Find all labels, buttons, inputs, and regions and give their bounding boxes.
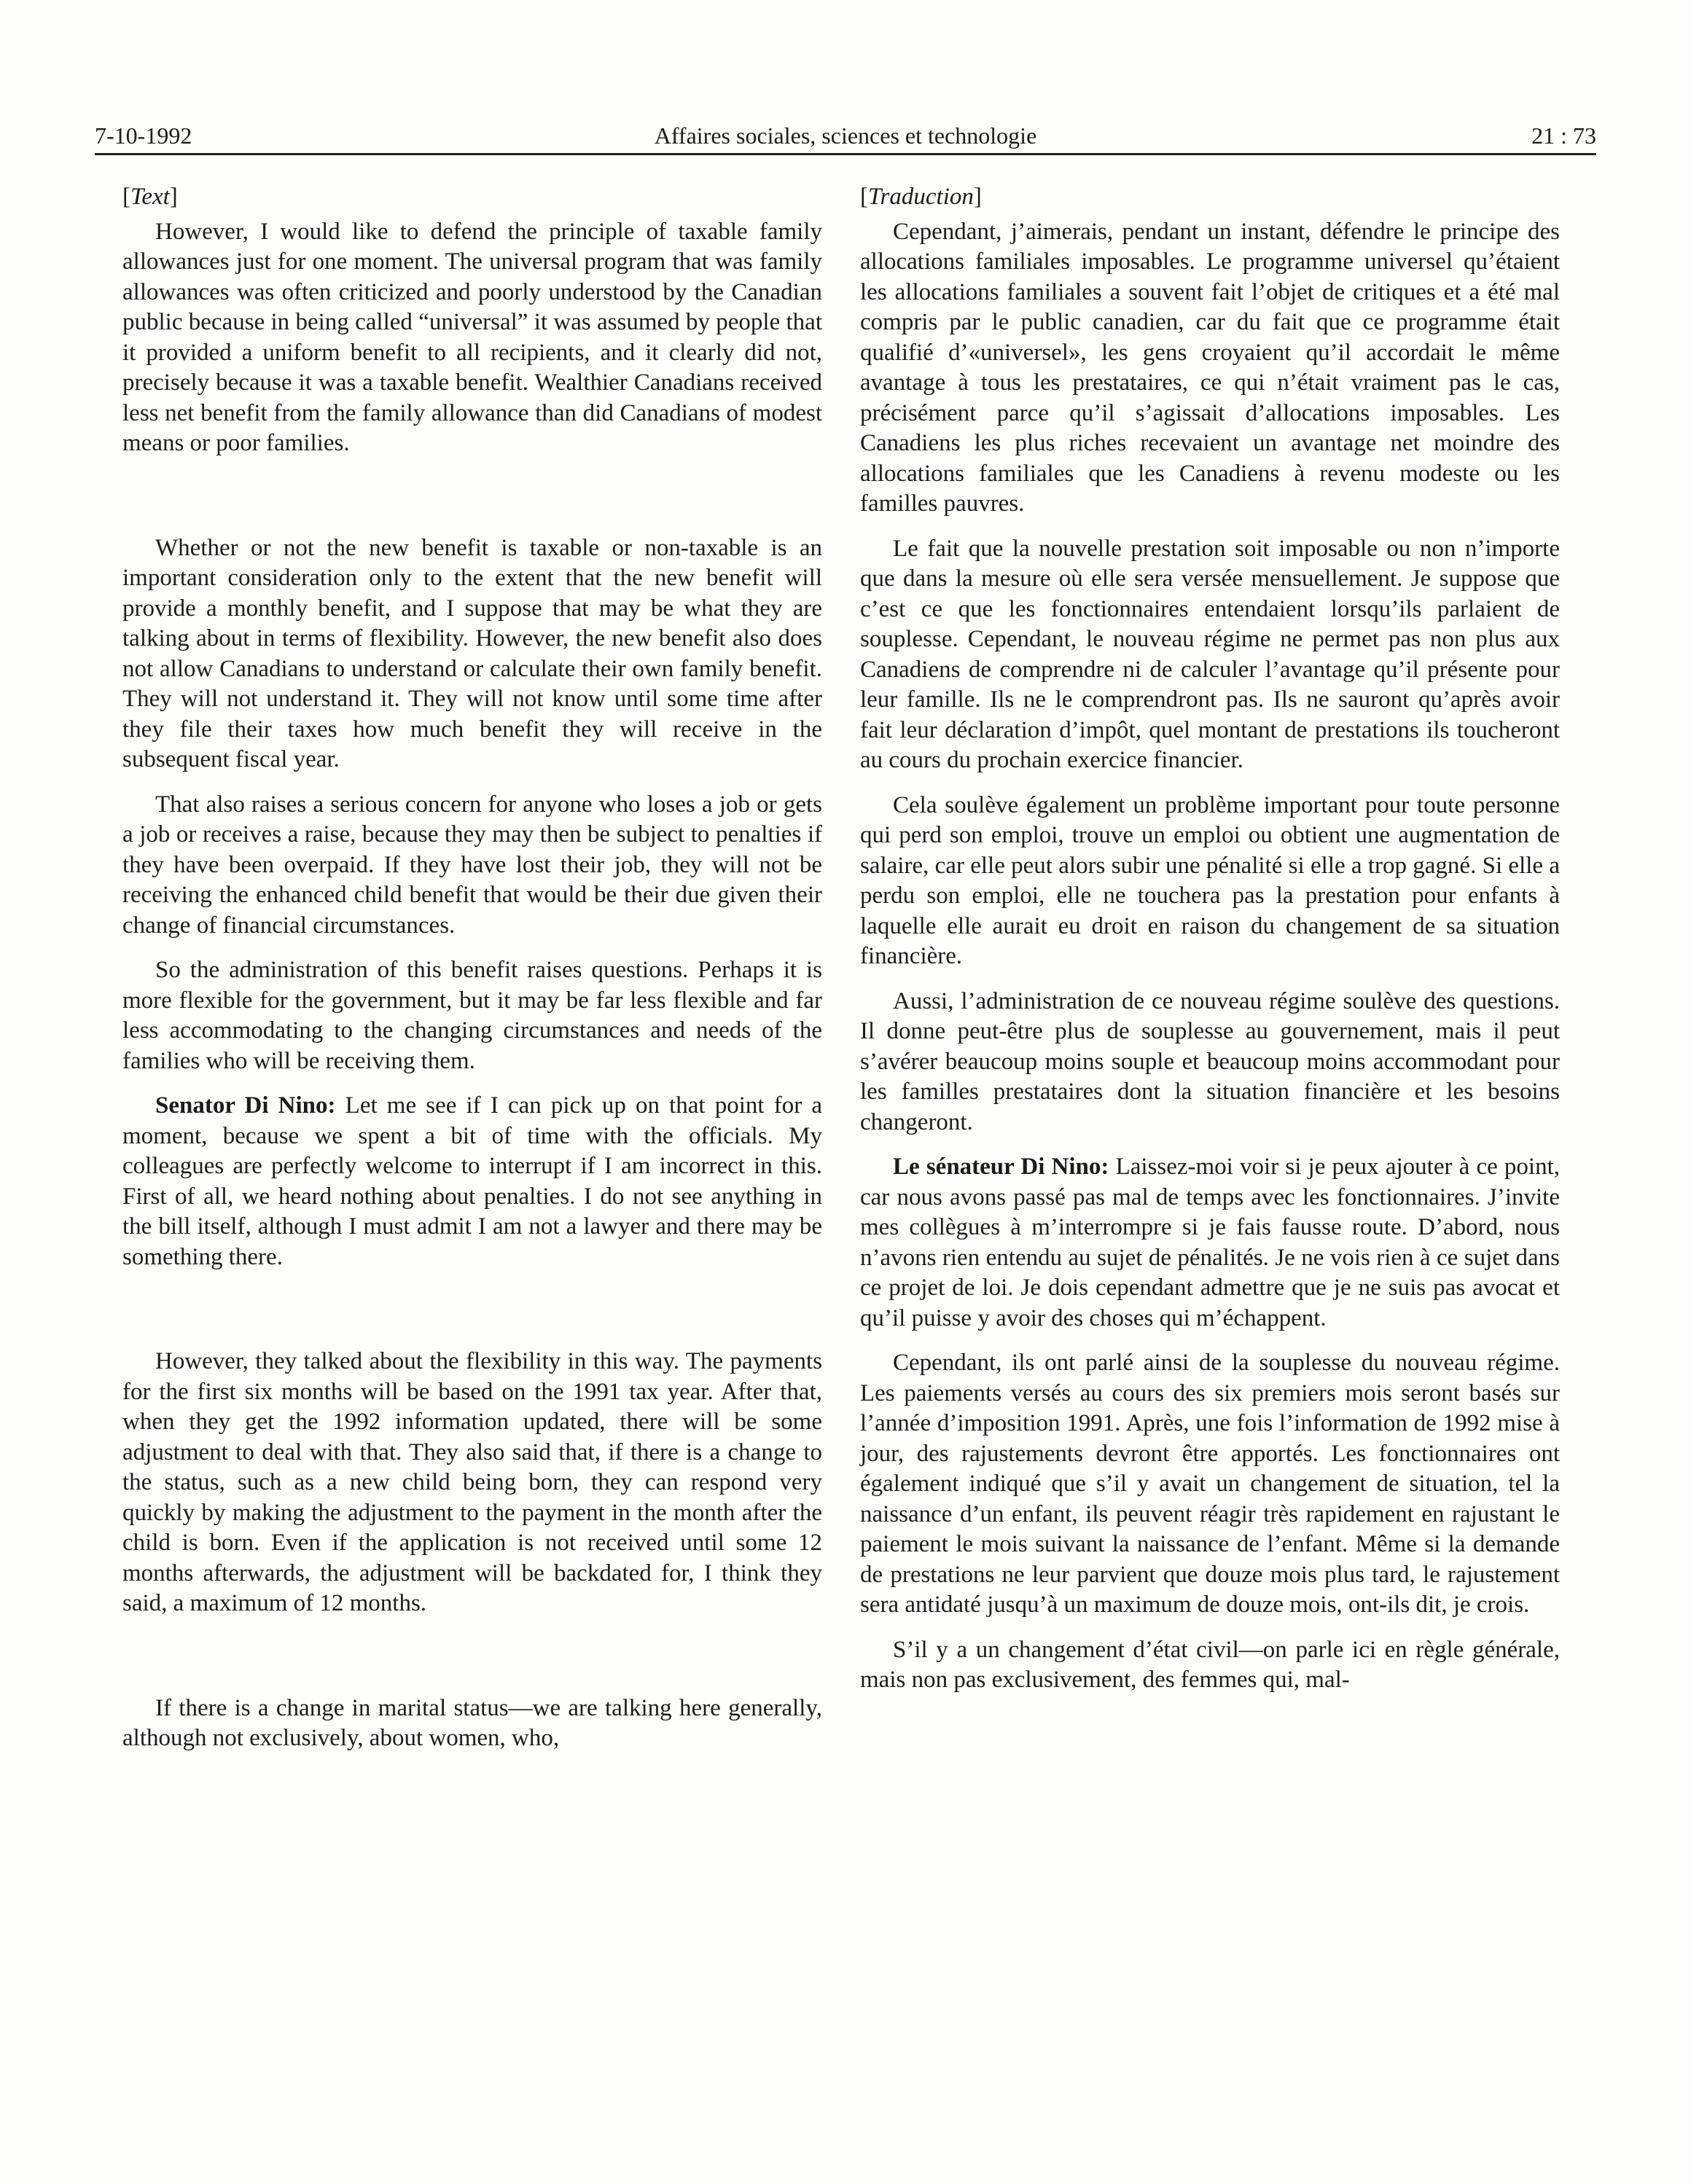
paragraph: If there is a change in marital status—we are talking here generally, although not exclusively, about women, who,: [122, 1694, 822, 1751]
paragraph: Le sénateur Di Nino: Laissez-moi voir si je peux ajouter à ce point, car nous avons passé pas mal de temps avec les fonctionnaires. J’invite mes collègues à m’interrompre si je fais fausse route. D’abord, nous n’avons rien entendu au sujet de pénalités. Je ne vois rien à ce sujet dans ce projet de loi. Je dois cependant admettre que je ne suis pas avocat et qu’il puisse y avoir des choses qui m’échappent.: [860, 1154, 1560, 1331]
paragraph: So the administration of this benefit raises questions. Perhaps it is more flexible for the government, but it may be far less flexible and far less accommodating to the changing circumstances and needs of the families who will be receiving them.: [122, 957, 822, 1074]
speaker-name: Le sénateur Di Nino:: [893, 1154, 1109, 1180]
paragraph: However, they talked about the flexibility in this way. The payments for the first six months will be based on the 1991 tax year. After that, when they get the 1992 information updated, there will be some adjustment to deal with that. They also said that, if there is a change to the status, such as a new child being born, they can respond very quickly by making the adjustment to the payment in the month after the child is born. Even if the application is not received until some 12 months afterwards, the adjustment will be backdated for, I think they said, a maximum of 12 months.: [122, 1348, 822, 1616]
paragraph: Cela soulève également un problème important pour toute personne qui perd son emploi, trouve un emploi ou obtient une augmentation de salaire, car elle peut alors subir une pénalité si elle a trop gagné. Si elle a perdu son emploi, elle ne touchera pas la prestation pour enfants à laquelle elle aurait eu droit en raison du changement de sa situation financière.: [860, 791, 1560, 969]
paragraph: However, I would like to defend the principle of taxable family allowances just for one moment. The universal program that was family allowances was often criticized and poorly understood by the Canadian public because in being called “universal” it was assumed by people that it provided a uniform benefit to all recipients, and it clearly did not, precisely because it was a taxable benefit. Wealthier Canadians received less net benefit from the family allowance than did Canadians of modest means or poor families.: [122, 218, 822, 456]
page-header: [95, 117, 1596, 155]
header-page-number: 21 : 73: [1531, 122, 1596, 149]
header-title: Affaires sociales, sciences et technologie: [654, 122, 1037, 149]
french-column-tag: [Traduction]: [860, 184, 982, 210]
paragraph: Cependant, ils ont parlé ainsi de la souplesse du nouveau régime. Les paiements versés au cours des six premiers mois seront basés sur l’année d’imposition 1991. Après, une fois l’information de 1992 mise à jour, des rajustements devront être apportés. Les fonctionnaires ont également indiqué que s’il y avait un changement de situation, tel la naissance d’un enfant, ils peuvent réagir très rapidement en rajustant le paiement le mois suivant la naissance de l’enfant. Même si la demande de prestations ne leur parvient que douze mois plus tard, le rajustement sera antidaté jusqu’à un maximum de douze mois, ont-ils dit, je crois.: [860, 1350, 1560, 1618]
paragraph: Whether or not the new benefit is taxable or non-taxable is an important consideration only to the extent that the new benefit will provide a monthly benefit, and I suppose that may be what they are talking about in terms of flexibility. However, the new benefit also does not allow Canadians to understand or calculate their own family benefit. They will not understand it. They will not know until some time after they file their taxes how much benefit they will receive in the subsequent fiscal year.: [122, 534, 822, 772]
speaker-name: Senator Di Nino:: [155, 1092, 336, 1119]
english-column-tag: [Text]: [122, 184, 178, 210]
paragraph: That also raises a serious concern for anyone who loses a job or gets a job or receives a raise, because they may then be subject to penalties if they have been overpaid. If they have lost their job, they will not be receiving the enhanced child benefit that would be their due given their change of financial circumstances.: [122, 791, 822, 939]
paragraph: Senator Di Nino: Let me see if I can pick up on that point for a moment, because we spent a bit of time with the officials. My colleagues are perfectly welcome to interrupt if I am incorrect in this. First of all, we heard nothing about penalties. I do not see anything in the bill itself, although I must admit I am not a lawyer and there may be something there.: [122, 1092, 822, 1270]
paragraph: S’il y a un changement d’état civil—on parle ici en règle générale, mais non pas exclusivement, des femmes qui, mal-: [860, 1636, 1560, 1693]
paragraph: Cependant, j’aimerais, pendant un instant, défendre le principe des allocations familiales imposables. Le programme universel qu’étaient les allocations familiales a souvent fait l’objet de critiques et a été mal compris par le public canadien, car du fait que ce programme était qualifié d’«universel», les gens croyaient qu’il accordait le même avantage à tous les prestataires, ce qui n’était vraiment pas le cas, précisément parce qu’il s’agissait d’allocations imposables. Les Canadiens les plus riches recevaient un avantage net moindre des allocations familiales que les Canadiens à revenu modeste ou les familles pauvres.: [860, 218, 1560, 517]
french-column: [860, 182, 1560, 1696]
paragraph: Aussi, l’administration de ce nouveau régime soulève des questions. Il donne peut-être plus de souplesse au gouvernement, mais il peut s’avérer beaucoup moins souple et beaucoup moins accommodant pour les familles prestataires dont la situation financière et les besoins changeront.: [860, 987, 1560, 1135]
english-column: [122, 182, 822, 1754]
paragraph: Le fait que la nouvelle prestation soit imposable ou non n’importe que dans la mesure où elle sera versée mensuellement. Je suppose que c’est ce que les fonctionnaires entendaient lorsqu’ils parlaient de souplesse. Cependant, le nouveau régime ne permet pas non plus aux Canadiens de comprendre ni de calculer l’avantage qu’il présente pour leur famille. Ils ne le comprendront pas. Ils ne sauront qu’après avoir fait leur déclaration d’impôt, quel montant de prestations ils toucheront au cours du prochain exercice financier.: [860, 535, 1560, 773]
header-date: 7-10-1992: [95, 122, 192, 149]
